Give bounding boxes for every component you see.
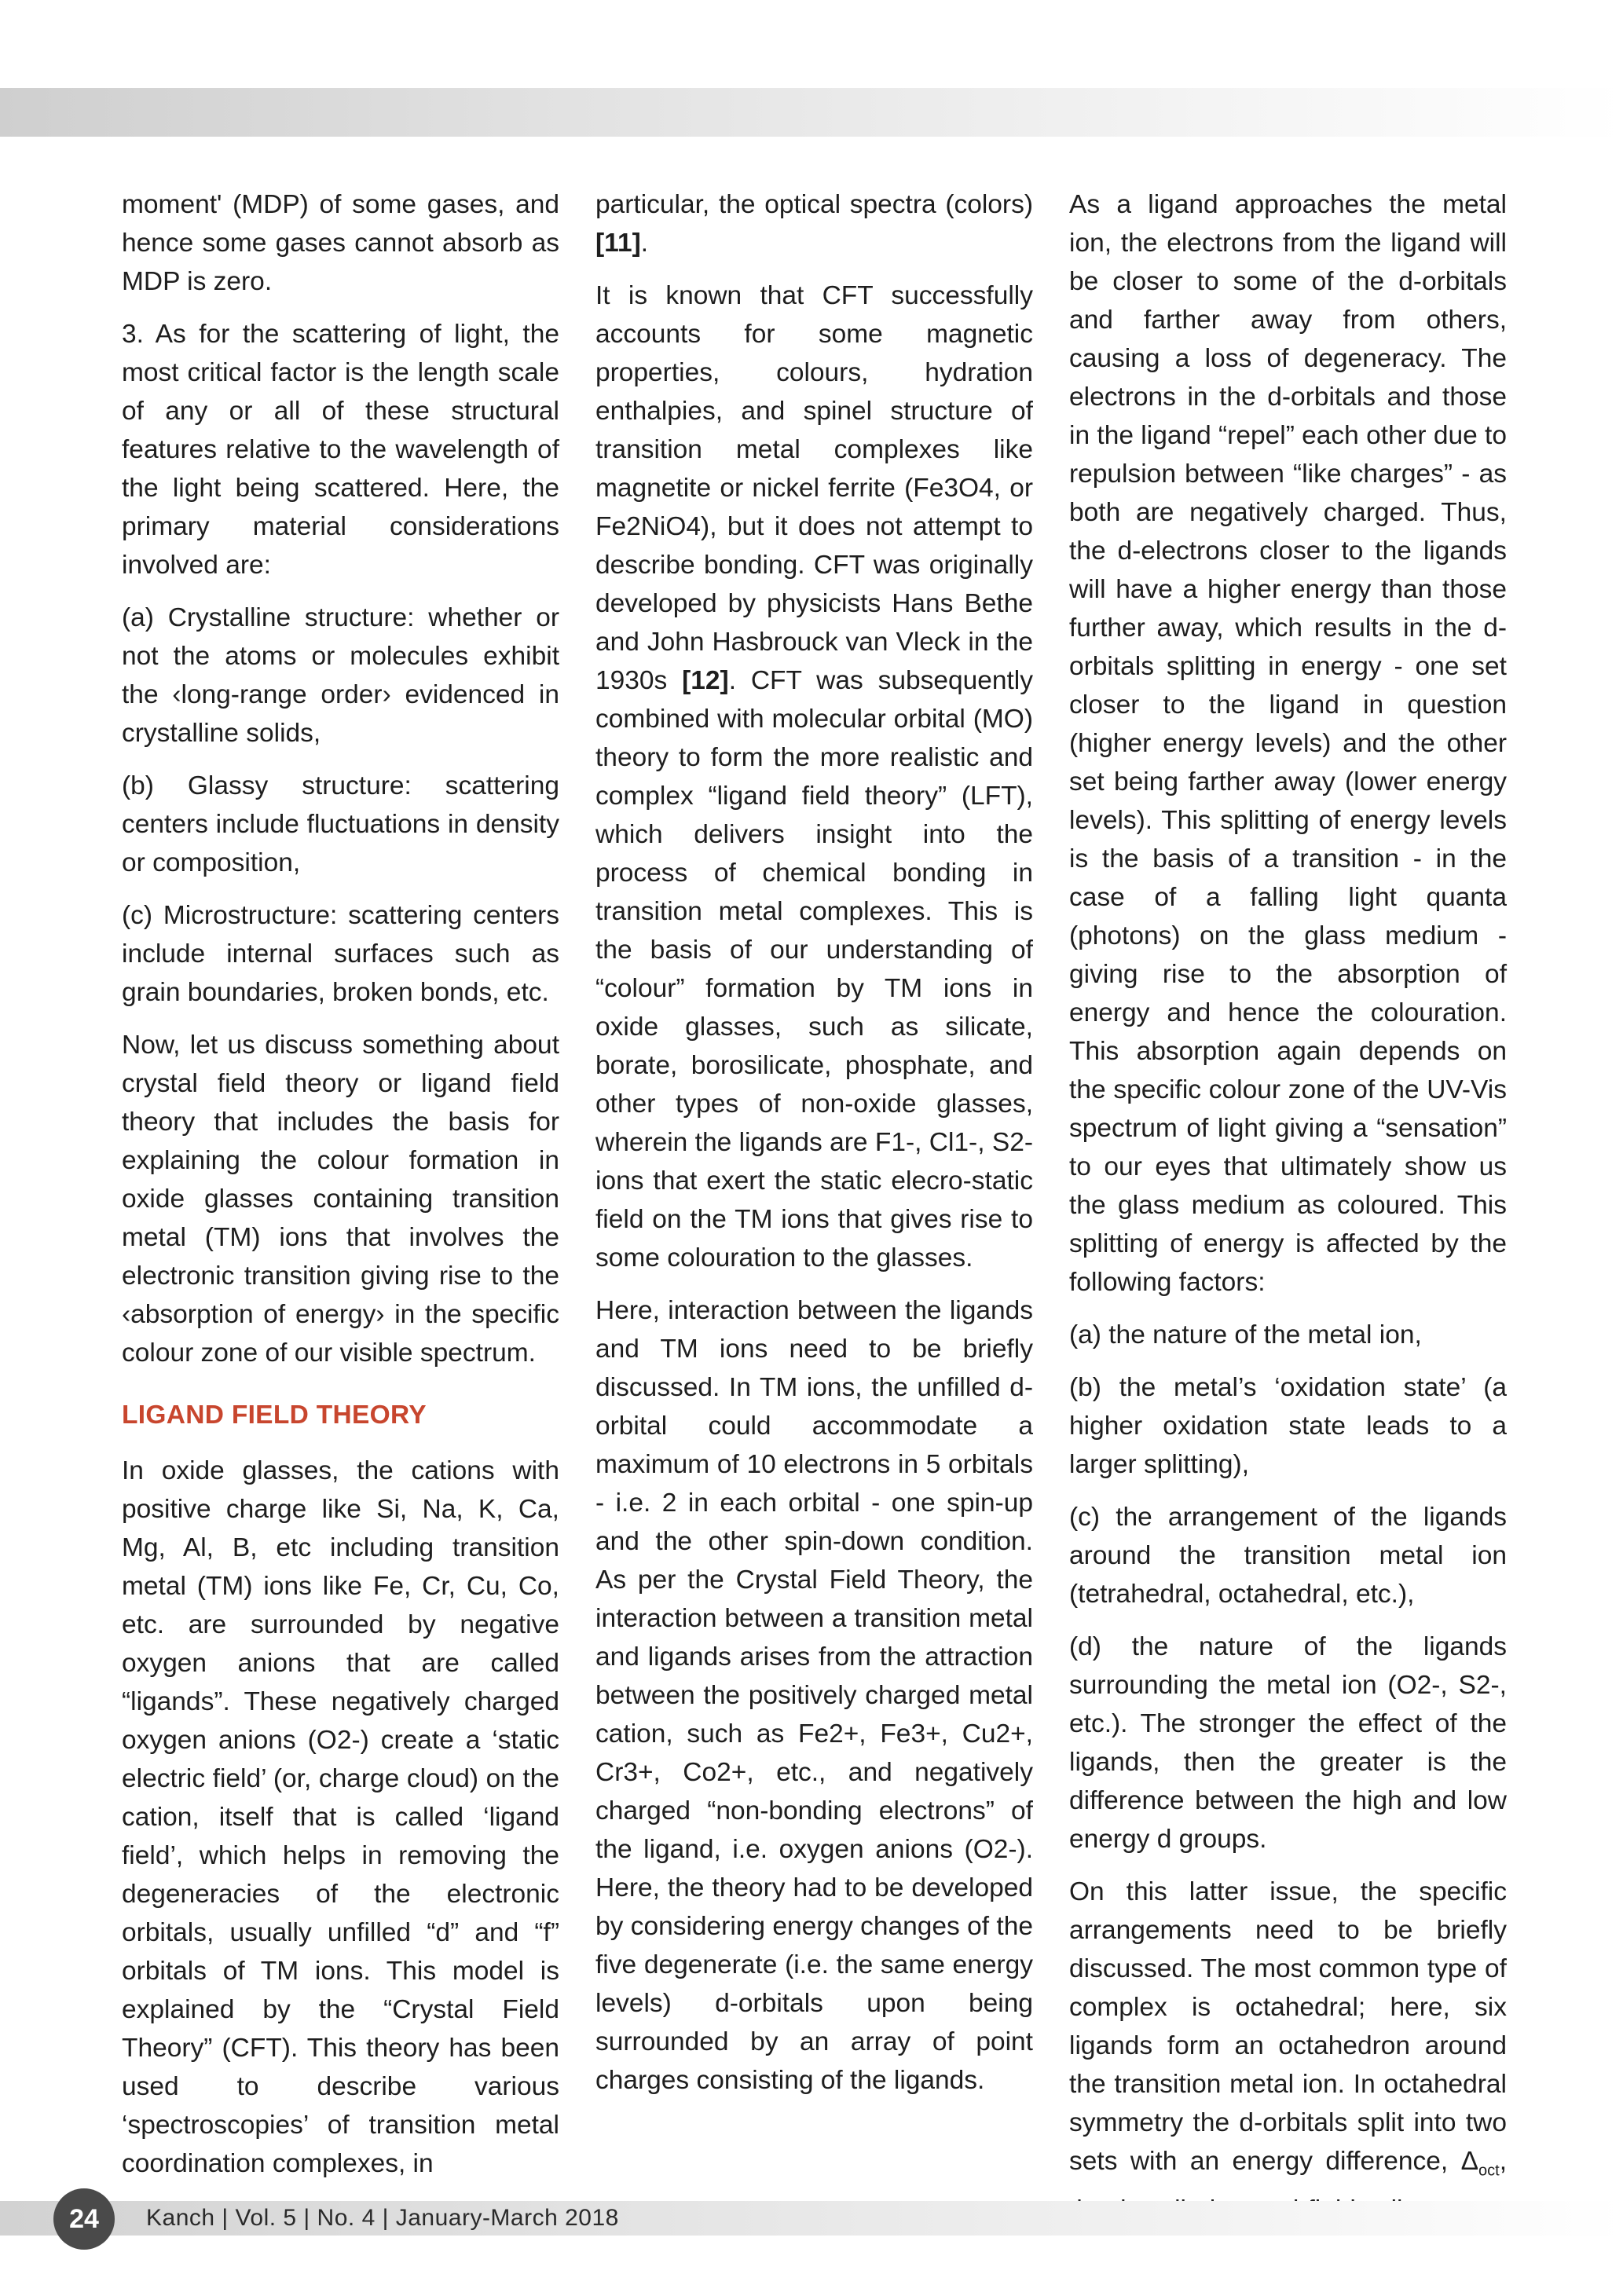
paragraph: 3. As for the scattering of light, the most critical factor is the length scale of any or all of these structural features relative to the wavelength of the light being scattered. Here, the primary material considerations involved are: [122,320,559,580]
citation-link[interactable]: [12] [682,666,729,695]
paragraph: Now, let us discuss something about crystal field theory or ligand field theory that includes the basis for explaining the colour formation in oxide glasses containing transition metal (TM) ions that involves the electronic transition giving rise to the ‹absorption of energy› in the specific colour zone of our visible spectrum. [122,1031,559,1368]
subscript: oct [1478,2162,1500,2180]
paragraph: As a ligand approaches the metal ion, the electrons from the ligand will be closer to some of the d-orbitals and farther away from others, causing a loss of degeneracy. The electrons in the d-orbitals and those in the ligand “repel” each other due to repulsion between “like charges” - as both are negatively charged. Thus, the d-electrons closer to the ligands will have a higher energy than those further away, which results in the d-orbitals splitting in energy - one set closer to the ligand in question (higher energy levels) and the other set being farther away (lower energy levels). This splitting of energy levels is the basis of a transition - in the case of a falling light quanta (photons) on the glass medium - giving rise to the absorption of energy and hence the colouration. This absorption again depends on the specific colour zone of the UV-Vis spectrum of light giving a “sensation” to our eyes that ultimately show us the glass medium as coloured. This splitting of energy is affected by the following factors: [1069,190,1507,1297]
header-band [0,88,1623,137]
citation-link[interactable]: [11] [595,229,641,258]
paragraph-text: On this latter issue, the specific arrangements need to be briefly discussed. The most common type of complex is octahedral; here, six ligands form an octahedron around the transition metal ion. In octahedral symmetry the d-orbitals split into two sets with an energy difference, Δ [1069,1877,1507,2176]
paragraph: (a) the nature of the metal ion, [1069,1320,1422,1349]
paragraph: (b) Glassy structure: scattering centers include fluctuations in density or composition, [122,771,559,877]
paragraph: (c) Microstructure: scattering centers include internal surfaces such as grain boundaries, broken bonds, etc. [122,901,559,1007]
paragraph-text: . [640,229,649,258]
section-heading: LIGAND FIELD THEORY [122,1401,427,1430]
column-1 [122,185,559,2197]
paragraph: (b) the metal’s ‘oxidation state’ (a higher oxidation state leads to a larger splitting), [1069,1373,1507,1479]
paragraph-text: . CFT was subsequently combined with molecular orbital (MO) theory to form the more realistic and complex “ligand field theory” (LFT), which delivers insight into the process of chemical bonding in transition metal complexes. This is the basis of our understanding of “colour” formation by TM ions in oxide glasses, such as silicate, borate, borosilicate, phosphate, and other types of non-oxide glasses, wherein the ligands are F1-, Cl1-, S2- ions that exert the static elecro-static field on the TM ions that gives rise to some colouration to the glasses. [595,666,1033,1273]
paragraph [595,185,1033,262]
paragraph: Here, interaction between the ligands and TM ions need to be briefly discussed. In TM ions, the unfilled d-orbital could accommodate a maximum of 10 electrons in 5 orbitals - i.e. 2 in each orbital - one spin-up and the other spin-down condition. As per the Crystal Field Theory, the interaction between a transition metal and ligands arises from the attraction between the positively charged metal cation, such as Fe2+, Fe3+, Cu2+, Cr3+, Co2+, etc., and negatively charged “non-bonding electrons” of the ligand, i.e. oxygen anions (O2-). Here, the theory had to be developed by considering energy changes of the five degenerate (i.e. the same energy levels) d-orbitals upon being surrounded by an array of point charges consisting of the ligands. [595,1296,1033,2095]
paragraph: moment' (MDP) of some gases, and hence some gases cannot absorb as MDP is zero. [122,190,559,296]
page-number: 24 [53,2188,115,2250]
column-3 [1069,185,1507,2243]
column-2 [595,185,1033,2114]
journal-citation: Kanch | Vol. 5 | No. 4 | January-March 2018 [146,2205,619,2231]
paragraph [1069,1873,1507,2229]
paragraph-text: particular, the optical spectra (colors) [595,190,1033,219]
paragraph: (d) the nature of the ligands surrounding the metal ion (O2-, S2-, etc.). The stronger the effect of the ligands, then the greater is the difference between the high and low energy d groups. [1069,1632,1507,1854]
paragraph: (c) the arrangement of the ligands around the transition metal ion (tetrahedral, octahedral, etc.), [1069,1503,1507,1609]
paragraph: (a) Crystalline structure: whether or not the atoms or molecules exhibit the ‹long-range order› evidenced in crystalline solids, [122,603,559,748]
paragraph [595,276,1033,1277]
paragraph: In oxide glasses, the cations with positive charge like Si, Na, K, Ca, Mg, Al, B, etc including transition metal (TM) ions like Fe, Cr, Cu, Co, etc. are surrounded by negative oxygen anions that are called “ligands”. These negatively charged oxygen anions (O2-) create a ‘static electric field’ (or, charge cloud) on the cation, itself that is called ‘ligand field’, which helps in removing the degeneracies of the electronic orbitals, usually unfilled “d” and “f” orbitals of TM ions. This model is explained by the “Crystal Field Theory” (CFT). This theory has been used to describe various ‘spectroscopies’ of transition metal coordination complexes, in [122,1456,559,2178]
paragraph-text: , [1499,2147,1507,2176]
paragraph-text: It is known that CFT successfully accounts for some magnetic properties, colours, hydration enthalpies, and spinel structure of transition metal complexes like magnetite or nickel ferrite (Fe3O4, or Fe2NiO4), but it does not attempt to describe bonding. CFT was originally developed by physicists Hans Bethe and John Hasbrouck van Vleck in the 1930s [595,281,1033,695]
